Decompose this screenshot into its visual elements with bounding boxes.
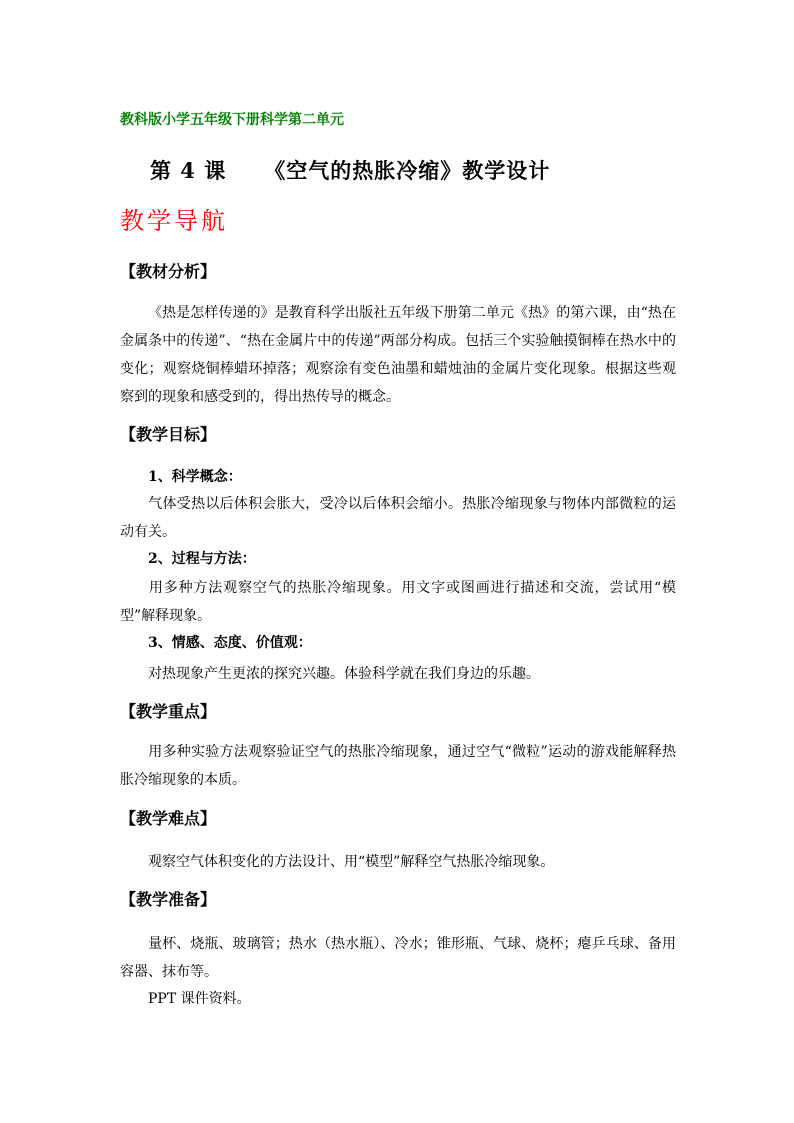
goals-heading: 【教学目标】 [120,425,217,444]
teaching-nav-heading: 教学导航 [120,207,228,235]
key-points-text: 用多种实验方法观察验证空气的热胀冷缩现象，通过空气“微粒”运动的游戏能解释热胀冷缩现象的本质。 [120,744,676,788]
analysis-text: 《热是怎样传递的》是教育科学出版社五年级下册第二单元《热》的第六课，由“热在金属条中的传递”、“热在金属片中的传递”两部分构成。包括三个实验触摸铜棒在热水中的变化；观察烧铜棒蜡环掉落；观察涂有变色油墨和蜡烛油的金属片变化现象。根据这些观察到的现象和感受到的，得出热传导的概念。 [120,305,676,405]
lesson-number: 第 4 课 [150,158,227,183]
difficulties-text: 观察空气体积变化的方法设计、用“模型”解释空气热胀冷缩现象。 [148,854,555,870]
lesson-title [150,156,550,186]
preparation-heading: 【教学准备】 [120,890,217,909]
goal-2-text: 用多种方法观察空气的热胀冷缩现象。用文字或图画进行描述和交流，尝试用“模型”解释现象。 [120,580,676,624]
goal-1-title: 1、科学概念： [148,469,242,485]
ppt-line: PPT 课件资料。 [148,991,251,1007]
lesson-name: 《空气的热胀冷缩》教学设计 [264,158,551,183]
goal-3-title: 3、情感、态度、价值观： [148,635,312,651]
key-points-heading: 【教学重点】 [120,702,217,721]
goal-2-title: 2、过程与方法： [148,551,256,567]
difficulties-paragraph [120,848,676,876]
goal-2-paragraph [120,574,676,630]
goal-1-paragraph [120,490,676,546]
preparation-text: 量杯、烧瓶、玻璃管；热水（热水瓶）、冷水；锥形瓶、气球、烧杯；瘪乒乓球、备用容器、抹布等。 [120,936,676,980]
goal-3-text: 对热现象产生更浓的探究兴趣。体验科学就在我们身边的乐趣。 [148,666,540,682]
preparation-paragraph [120,930,676,986]
difficulties-heading: 【教学难点】 [120,809,217,828]
analysis-paragraph [120,299,676,411]
analysis-heading: 【教材分析】 [120,262,217,281]
goal-3-paragraph [120,660,676,688]
key-points-paragraph [120,738,676,794]
goal-1-text: 气体受热以后体积会胀大，受冷以后体积会缩小。热胀冷缩现象与物体内部微粒的运动有关。 [120,496,676,540]
unit-line: 教科版小学五年级下册科学第二单元 [120,112,344,128]
